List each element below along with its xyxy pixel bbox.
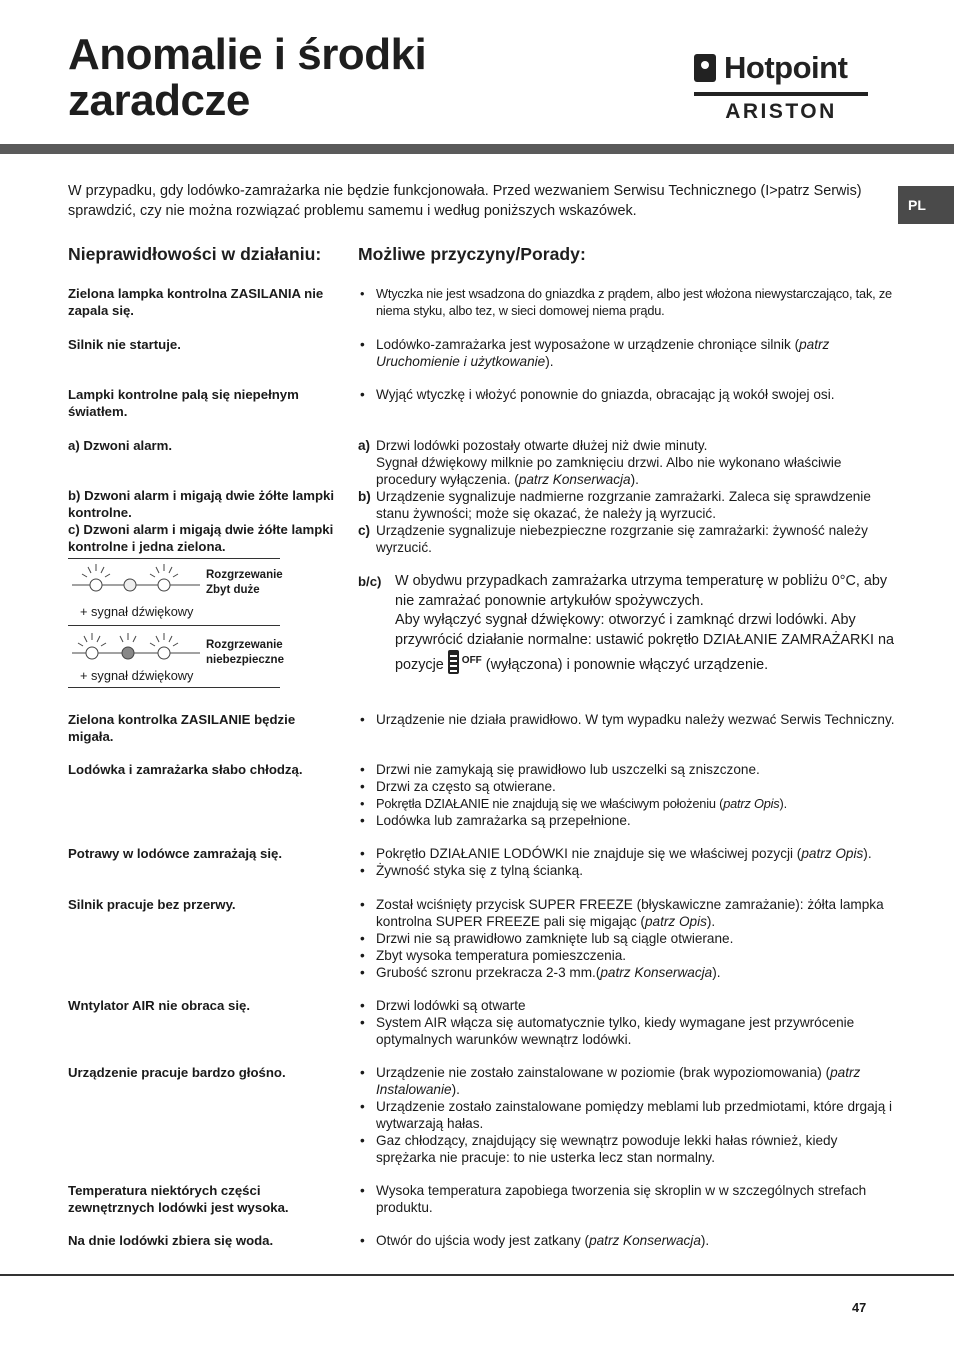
cause-item: • Żywność styka się z tylną ścianką. [358,862,898,879]
problem-noise: Urządzenie pracuje bardzo głośno. [68,1065,286,1080]
problem-alarm-a: a) Dzwoni alarm. [68,438,173,453]
footer-rule [0,1274,954,1276]
problem-alarm-b: b) Dzwoni alarm i migają dwie żółte lampki kontrolne. [68,488,335,520]
cause-item: • Wysoka temperatura zapobiega tworzenia się skroplin w w szczególnych strefach produktu. [358,1182,898,1216]
cause-a: a) Drzwi lodówki pozostały otwarte dłużej niż dwie minuty. Sygnał dźwiękowy milknie po zamknięciu drzwi. Albo nie wykonano właściwie procedury wyłączenia. (patrz Konserwacja). [358,438,842,487]
cause-item: • Drzwi za często są otwierane. [358,778,898,795]
causes-food-freezing [358,845,898,879]
cause-item: • Drzwi lodówki są otwarte [358,997,898,1014]
causes-motor-continuous [358,896,898,981]
diagram-label: Rozgrzewanie Zbyt duże [206,569,283,596]
causes-alarm-abc [358,437,898,556]
logo-divider [694,92,868,96]
causes-air-fan [358,997,898,1048]
brand-name: Hotpoint [724,50,848,85]
cause-b: b) Urządzenie sygnalizuje nadmierne rozgrzanie zamrażarki. Zaleca się sprawdzenie stanu żywności; może się okazać, że należy ją wyrzucić. [358,489,871,521]
freezer-knob-off-icon [448,650,459,674]
problem-power-lamp: Zielona lampka kontrolna ZASILANIA nie zapala się. [68,286,324,318]
page-number: 47 [852,1300,867,1315]
cause-c: c) Urządzenie sygnalizuje niebezpieczne rozgrzanie się zamrażarki: żywność należy wyrzucić. [358,523,868,555]
problem-food-freezing: Potrawy w lodówce zamrażają się. [68,846,283,861]
intro-text: W przypadku, gdy lodówko-zamrażarka nie będzie funkcjonowała. Przed wezwaniem Serwisu Technicznego (I>patrz Serwis) sprawdzić, czy nie można rozwiązać problemu samemu i według poniższych wskazówek. [68,183,862,219]
causes-power-lamp [358,285,898,319]
causes-external-heat [358,1182,898,1216]
diagram-label: Rozgrzewanie niebezpieczne [206,639,284,666]
sound-signal-label: + sygnał dźwiękowy [80,604,194,619]
problem-motor-continuous: Silnik pracuje bez przerwy. [68,897,236,912]
problem-external-heat: Temperatura niektórych części zewnętrznych lodówki jest wysoka. [68,1183,289,1215]
causes-power-blinking [358,711,898,728]
cause-item: • Gaz chłodzący, znajdujący się wewnątrz powoduje lekki hałas również, kiedy sprężarka nie pracuje: to nie usterka lecz stan normalny. [358,1132,898,1166]
cause-item: • Lodówka lub zamrażarka są przepełnione. [358,812,898,829]
cause-item: • System AIR włącza się automatycznie tylko, kiedy wymagane jest przywrócenie optymalnych warunków wewnątrz lodówki. [358,1014,898,1048]
cause-item: • Urządzenie nie zostało zainstalowane w poziomie (brak wypoziomowania) (patrz Instalowanie). [358,1064,898,1098]
cause-item: • Otwór do ujścia wody jest zatkany (patrz Konserwacja). [358,1232,898,1249]
cause-item: • Został wciśnięty przycisk SUPER FREEZE (błyskawiczne zamrażanie): żółta lampka kontrolna SUPER FREEZE pali się migając (patrz Opis). [358,896,898,930]
column-heading-causes: Możliwe przyczyny/Porady: [358,244,586,264]
sound-signal-label: + sygnał dźwiękowy [80,668,194,683]
problem-air-fan: Wntylator AIR nie obraca się. [68,998,250,1013]
problem-alarm-c: c) Dzwoni alarm i migają dwie żółte lampki kontrolne i jedna zielona. [68,522,334,554]
problem-dim-lamps: Lampki kontrolne palą się niepełnym światłem. [68,387,299,419]
cause-item: • Grubość szronu przekracza 2-3 mm.(patrz Konserwacja). [358,964,898,981]
cause-item: • Pokrętło DZIAŁANIE LODÓWKI nie znajduje się we właściwej pozycji (patrz Opis). [358,845,898,862]
lamps-yellow-green-blinking-icon [68,625,204,669]
column-heading-problems: Nieprawidłowości w działaniu: [68,244,322,264]
cause-item: • Urządzenie zostało zainstalowane pomiędzy meblami lub przedmiotami, które drgają i wytwarzają hałas. [358,1098,898,1132]
brand-sub: ARISTON [725,100,837,123]
problem-power-blinking: Zielona kontrolka ZASILANIE będzie migała. [68,712,296,744]
causes-motor [358,336,898,370]
title-line-1: Anomalie i środki [68,30,427,79]
language-tab: PL [898,186,954,224]
cause-item: • Lodówko-zamrażarka jest wyposażone w urządzenie chroniące silnik (patrz Uruchomienie i użytkowanie). [358,336,898,370]
cause-item: • Zbyt wysoka temperatura pomieszczenia. [358,947,898,964]
cause-item: • Drzwi nie są prawidłowo zamknięte lub są ciągle otwierane. [358,930,898,947]
cause-item: • Pokrętła DZIAŁANIE nie znajdują się we właściwym położeniu (patrz Opis). [358,795,898,812]
causes-noise [358,1064,898,1166]
lamps-yellow-blinking-icon [68,558,204,602]
hotpoint-logo-icon [694,54,716,82]
problem-water-bottom: Na dnie lodówki zbiera się woda. [68,1233,274,1248]
title-line-2: zaradcze [68,76,250,125]
cause-bc: b/c) W obydwu przypadkach zamrażarka utrzyma temperaturę w pobliżu 0°C, aby nie zamrażać ponownie artykułów spożywczych. Aby wyłączyć sygnał dźwiękowy: otworzyć i zamknąć drzwi lodówki. Aby przywrócić działanie normalne: ustawić pokrętło DZIAŁANIE ZAMRAŻARKI na pozycje $^{OFF}$ (wyłączona) i ponownie włączyć urządzenie. [358,573,895,673]
problem-weak-cooling: Lodówka i zamrażarka słabo chłodzą. [68,762,303,777]
causes-water-bottom [358,1232,898,1249]
header-bar [0,144,954,154]
cause-item: • Wyjąć wtyczkę i włożyć ponownie do gniazda, obracając ją wokół swojej osi. [358,386,898,403]
diagram-rule [68,687,280,688]
brand-logo [694,52,868,124]
cause-item: • Wtyczka nie jest wsadzona do gniazdka z prądem, albo jest włożona niewystarczająco, tak, ze niema styku, albo tez, w sieci domowej niema prądu. [358,285,898,319]
causes-weak-cooling [358,761,898,829]
problem-motor: Silnik nie startuje. [68,337,181,352]
causes-dim-lamps [358,386,898,403]
cause-item: • Urządzenie nie działa prawidłowo. W tym wypadku należy wezwać Serwis Techniczny. [358,711,898,728]
page-title [68,32,426,124]
cause-item: • Drzwi nie zamykają się prawidłowo lub uszczelki są zniszczone. [358,761,898,778]
